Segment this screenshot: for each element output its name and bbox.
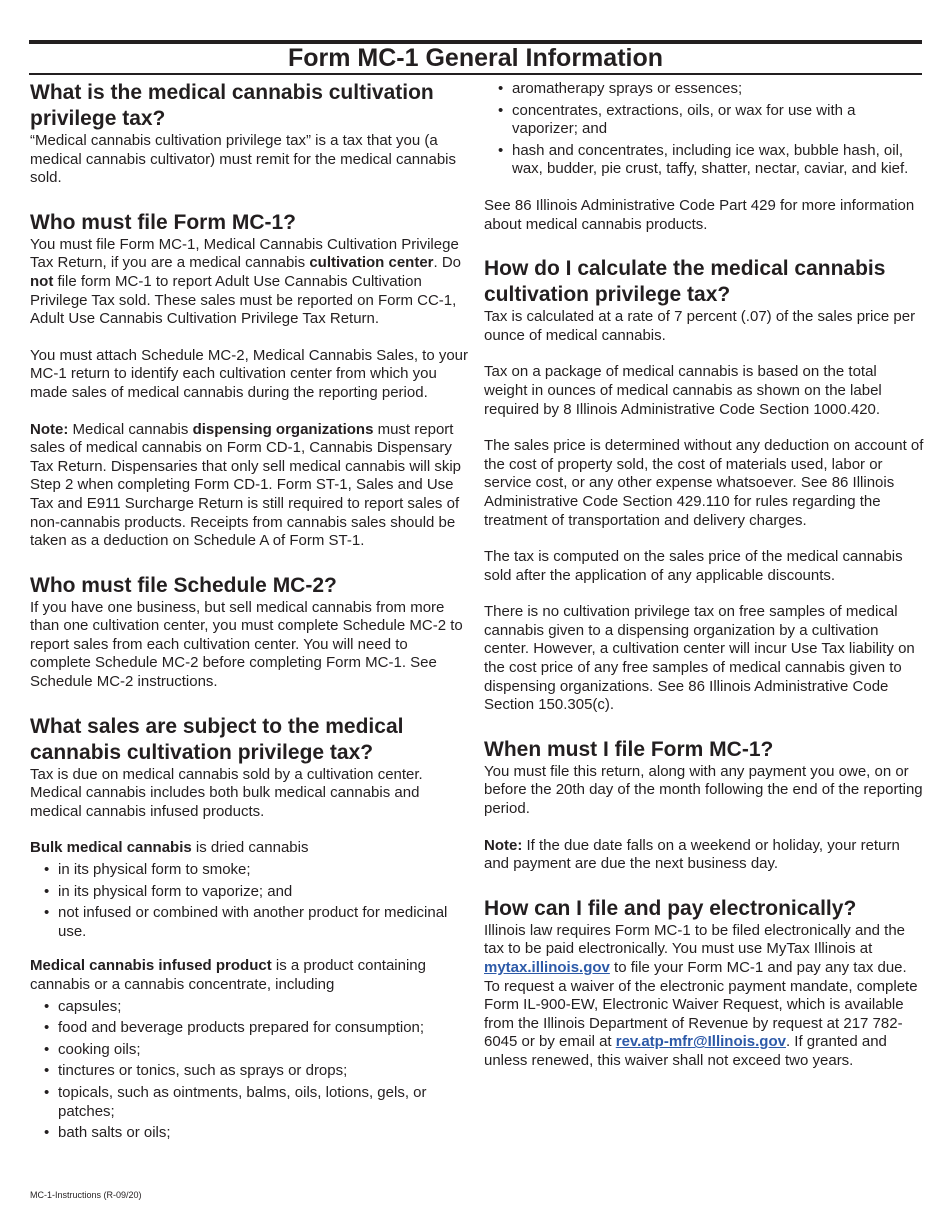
section-sales-subject [30, 714, 470, 1143]
header-bottom-rule [29, 73, 922, 75]
section-body: If you have one business, but sell medical cannabis from more than one cultivation center, you must complete Schedule MC-2 to report sales from each cultivation center. You will need to complete Schedule MC-2 before completing Form MC-1. See Schedule MC-2 instructions. [30, 598, 463, 691]
section-what-is-tax [30, 80, 470, 188]
list-item: • capsules; [30, 998, 470, 1017]
email-link[interactable]: rev.atp-mfr@Illinois.gov [615, 1033, 786, 1051]
paragraph: You must attach Schedule MC-2, Medical Cannabis Sales, to your MC-1 return to identify each cultivation center from which you made sales of medical cannabis during the reporting period. [30, 346, 469, 401]
section-heading: Who must file Schedule MC-2? [30, 573, 337, 597]
left-column [30, 80, 470, 1146]
page-title: Form MC-1 General Information [287, 44, 664, 72]
section-heading: How can I file and pay electronically? [484, 896, 857, 920]
paragraph: The sales price is determined without any deduction on account of the cost of property sold, the cost of materials used, labor or service cost, or any other expense whatsoever. See 86 Illinois Administrative Code Section 429.110 for rules regarding the treatment of transportation and delivery charges. [484, 437, 924, 529]
list-item: • bath salts or oils; [30, 1124, 470, 1143]
paragraph: You must file this return, along with any payment you owe, on or before the 20th day of the month following the end of the reporting period. [484, 762, 923, 818]
paragraph: Tax is calculated at a rate of 7 percent (.07) of the sales price per ounce of medical cannabis. [484, 308, 916, 344]
section-file-electronically [484, 896, 924, 1071]
paragraph: Illinois law requires Form MC-1 to be filed electronically and the tax to be paid electronically. You must use MyTax Illinois at mytax.illinois.gov to file your Form MC-1 and pay any tax due. To request a waiver of the electronic payment mandate, complete Form IL-900-EW, Electronic Waiver Request, which is available from the Illinois Department of Revenue by request at 217 782-6045 or by email at rev.atp-mfr@Illinois.gov. If granted and unless renewed, this waiver shall not exceed two years. [484, 921, 918, 1069]
section-heading: What sales are subject to the medical cannabis cultivation privilege tax? [30, 714, 404, 764]
paragraph: There is no cultivation privilege tax on free samples of medical cannabis given to a dispensing organization by a cultivation center. However, a cultivation center will incur Use Tax liability on the cost price of any free samples of medical cannabis given to dispensing organizations. See 86 Illinois Administrative Code Section 150.305(c). [484, 603, 915, 714]
section-heading: When must I file Form MC-1? [484, 737, 774, 761]
mytax-link[interactable]: mytax.illinois.gov [484, 959, 610, 976]
bulk-definition: Bulk medical cannabis is dried cannabis [30, 839, 309, 857]
section-body: “Medical cannabis cultivation privilege tax” is a tax that you (a medical cannabis cultivator) must remit for the medical cannabis sold. [30, 132, 457, 187]
list-item: • food and beverage products prepared for consumption; [30, 1019, 470, 1038]
note-paragraph: Note: Medical cannabis dispensing organizations must report sales of medical cannabis on Form CD-1, Cannabis Dispensary Tax Return. Dispensaries that only sell medical cannabis will skip Step 2 when completing Form CD-1. Form ST-1, Sales and Use Tax and E911 Surcharge Return is still required to report sales of non-cannabis products. Receipts from cannabis sales should be taken as a deduction on Schedule A of Form ST-1. [30, 420, 462, 550]
list-item: • in its physical form to smoke; [30, 861, 470, 880]
section-schedule-mc2 [30, 573, 470, 692]
infused-list [30, 998, 470, 1143]
list-item: • tinctures or tonics, such as sprays or drops; [30, 1062, 470, 1081]
list-item: • hash and concentrates, including ice wax, bubble hash, oil, wax, budder, pie crust, taffy, shatter, nectar, caviar, and kief. [484, 142, 924, 179]
list-item: • not infused or combined with another product for medicinal use. [30, 904, 470, 941]
right-column [484, 80, 924, 1071]
section-body: Tax is due on medical cannabis sold by a cultivation center. Medical cannabis includes both bulk medical cannabis and medical cannabis infused products. [30, 765, 423, 820]
section-who-must-file [30, 210, 470, 551]
paragraph: Tax on a package of medical cannabis is based on the total weight in ounces of medical cannabis as shown on the label required by 8 Illinois Administrative Code Section 1000.420. [484, 363, 882, 418]
section-calculate-tax [484, 256, 924, 715]
infused-definition: Medical cannabis infused product is a product containing cannabis or a cannabis concentrate, including [30, 957, 426, 993]
form-code-footer: MC-1-Instructions (R-09/20) [30, 1190, 142, 1200]
list-item: • cooking oils; [30, 1041, 470, 1060]
section-heading: What is the medical cannabis cultivation privilege tax? [30, 81, 434, 130]
infused-list-continued [484, 80, 924, 179]
list-item: • in its physical form to vaporize; and [30, 883, 470, 902]
list-item: • topicals, such as ointments, balms, oils, lotions, gels, or patches; [30, 1084, 470, 1121]
bulk-list [30, 861, 470, 941]
list-item: • concentrates, extractions, oils, or wax for use with a vaporizer; and [484, 102, 924, 139]
list-item: • aromatherapy sprays or essences; [484, 80, 924, 99]
see-more-paragraph: See 86 Illinois Administrative Code Part 429 for more information about medical cannabis products. [484, 196, 915, 233]
paragraph: You must file Form MC-1, Medical Cannabis Cultivation Privilege Tax Return, if you are a medical cannabis cultivation center. Do not file form MC-1 to report Adult Use Cannabis Cultivation Privilege Tax sold. These sales must be reported on Form CC-1, Adult Use Cannabis Cultivation Privilege Tax Return. [30, 235, 462, 328]
paragraph: The tax is computed on the sales price of the medical cannabis sold after the application of any applicable discounts. [484, 548, 903, 584]
section-heading: How do I calculate the medical cannabis cultivation privilege tax? [484, 257, 886, 307]
section-when-file [484, 737, 924, 874]
section-heading: Who must file Form MC-1? [30, 210, 296, 234]
note-paragraph: Note: If the due date falls on a weekend or holiday, your return and payment are due the next business day. [484, 836, 900, 873]
